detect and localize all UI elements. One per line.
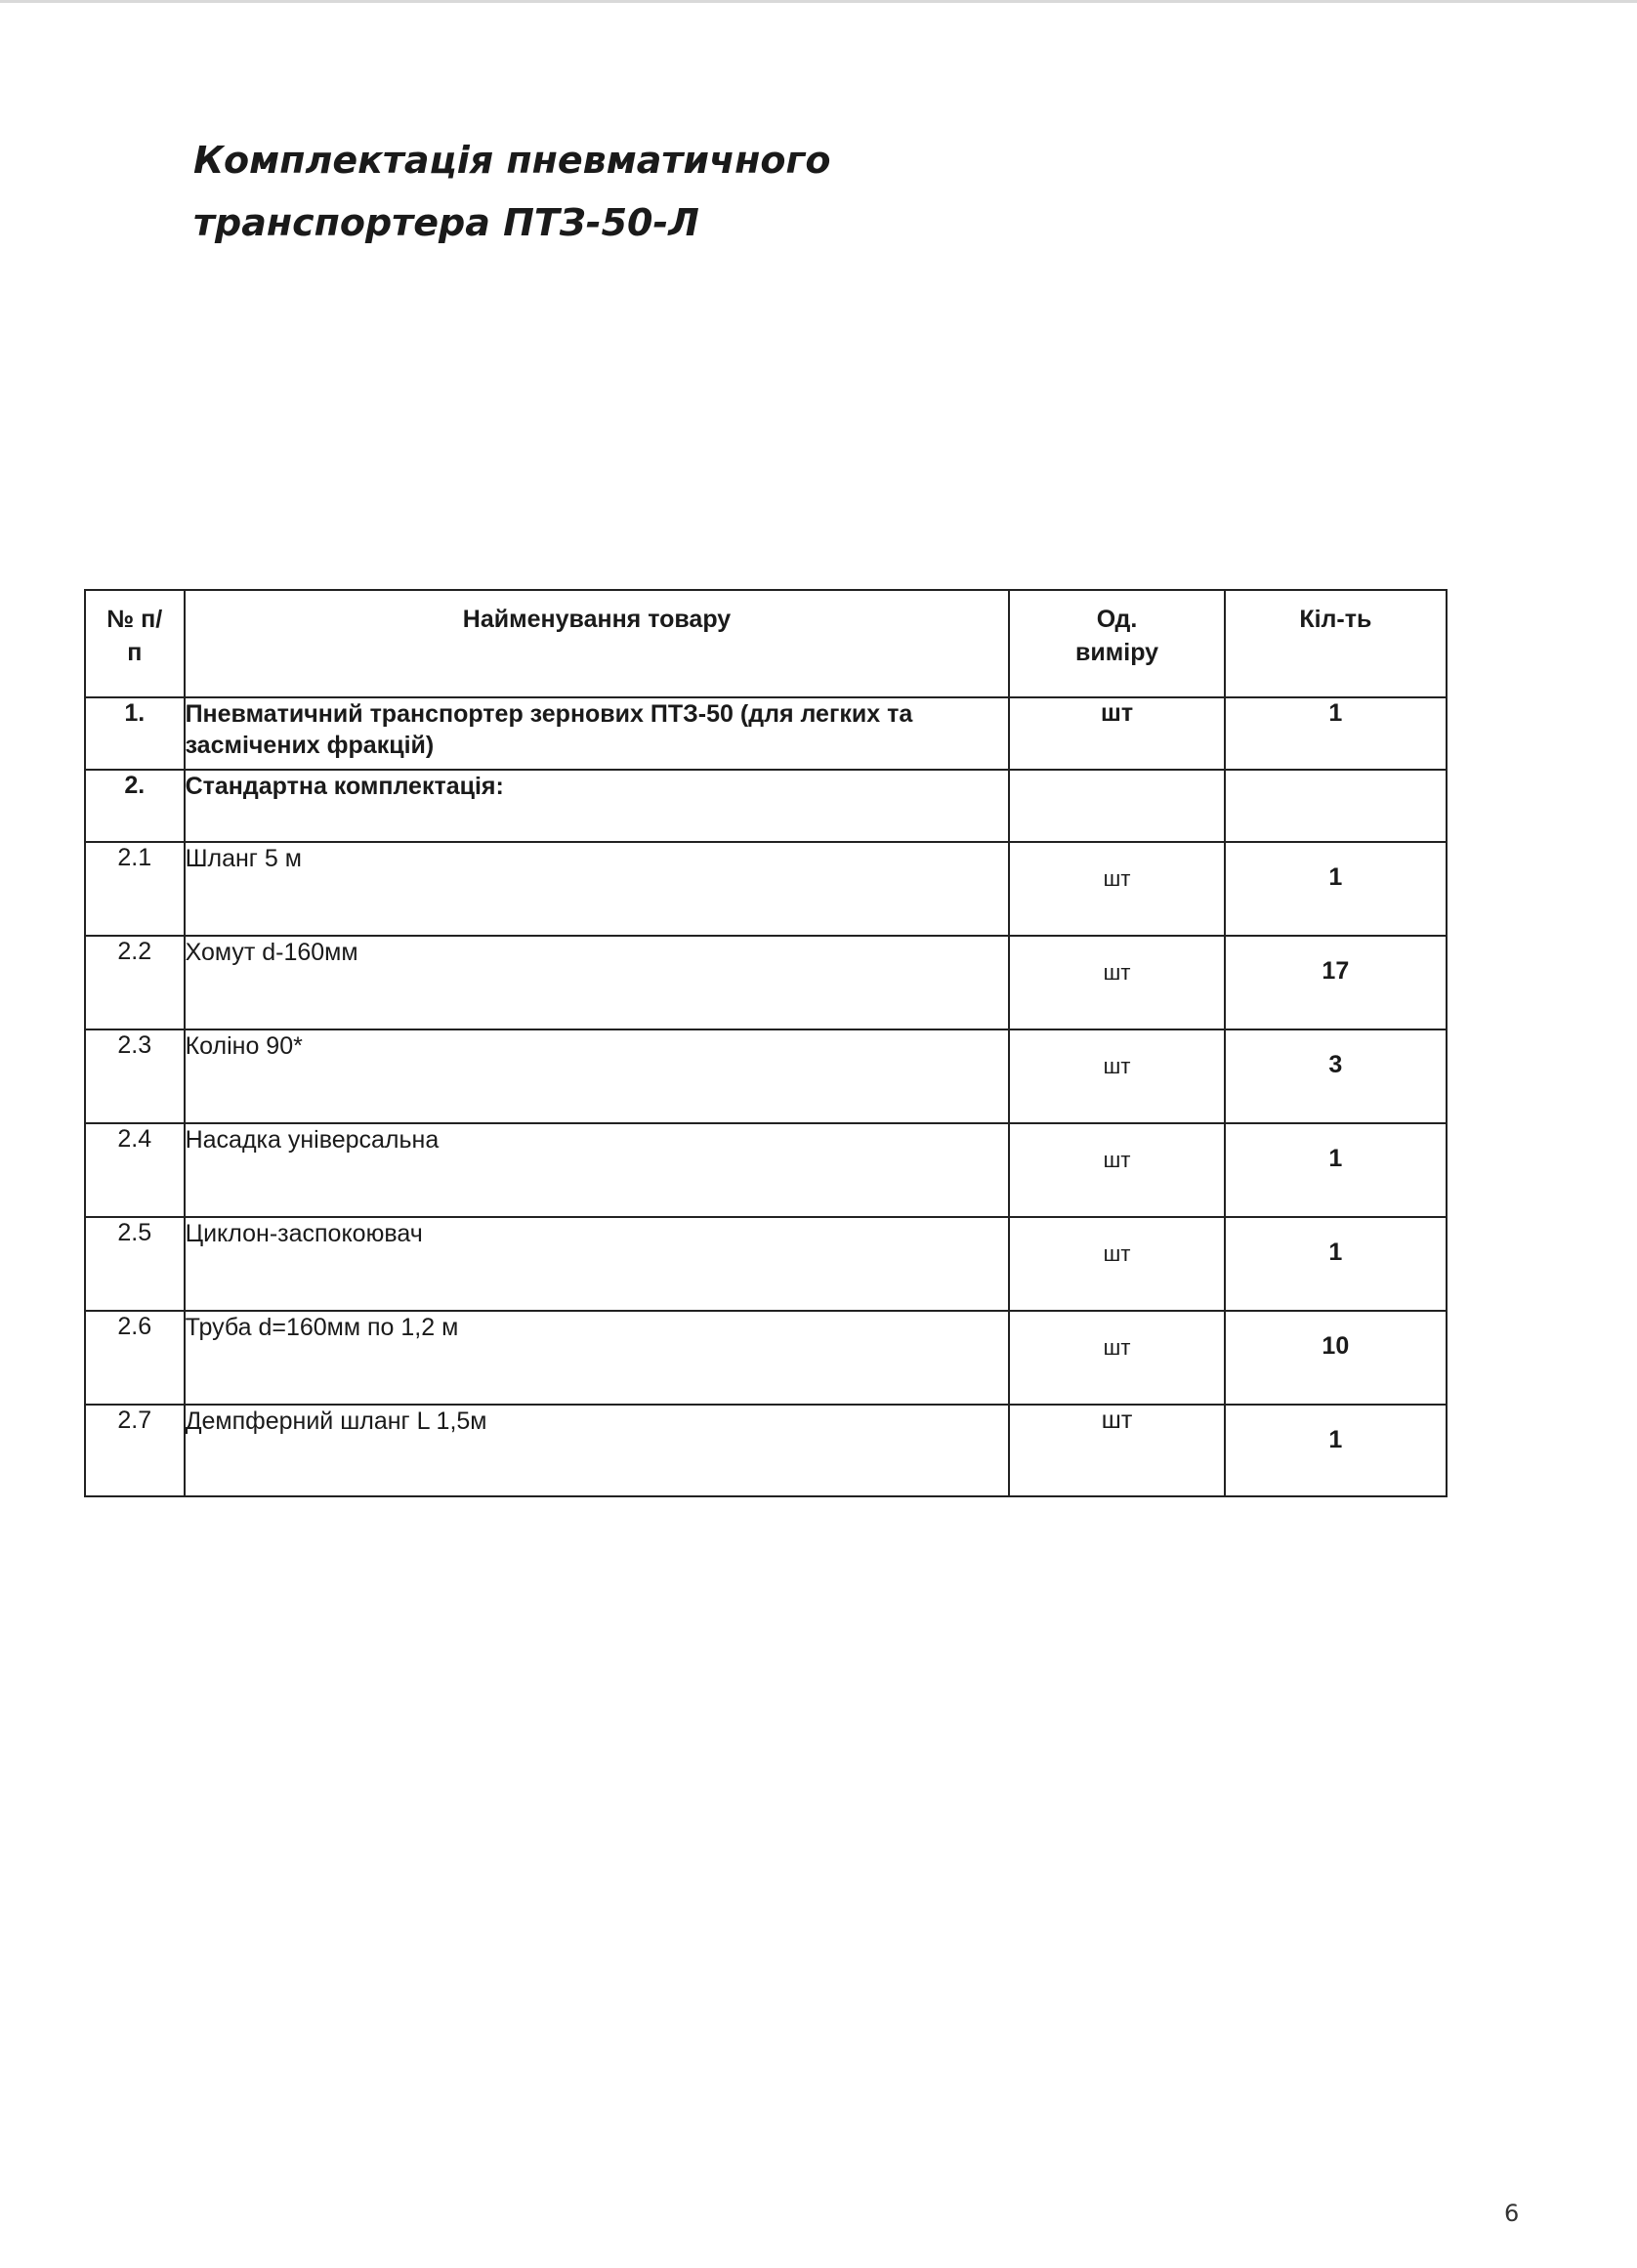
row-num: 1. <box>85 697 185 770</box>
page-number: 6 <box>1504 2200 1520 2227</box>
row-qty: 10 <box>1225 1311 1447 1405</box>
row-unit: шт <box>1009 1123 1224 1217</box>
row-name: Коліно 90* <box>185 1029 1010 1123</box>
row-name: Демпферний шланг L 1,5м <box>185 1405 1010 1496</box>
row-num: 2.7 <box>85 1405 185 1496</box>
table-row <box>85 770 1447 842</box>
table-row <box>85 1311 1447 1405</box>
row-unit: шт <box>1009 697 1224 770</box>
row-qty: 17 <box>1225 936 1447 1029</box>
row-name: Шланг 5 м <box>185 842 1010 936</box>
row-name: Стандартна комплектація: <box>185 770 1010 842</box>
document-title <box>193 129 1072 254</box>
row-num: 2.1 <box>85 842 185 936</box>
row-qty: 3 <box>1225 1029 1447 1123</box>
header-num: № п/п <box>85 590 185 697</box>
row-unit: шт <box>1009 936 1224 1029</box>
header-name: Найменування товару <box>185 590 1010 697</box>
row-unit: шт <box>1009 1405 1224 1496</box>
row-unit: шт <box>1009 1029 1224 1123</box>
row-num: 2.2 <box>85 936 185 1029</box>
row-unit: шт <box>1009 842 1224 936</box>
equipment-table <box>84 589 1448 1497</box>
row-num: 2. <box>85 770 185 842</box>
table-row <box>85 1405 1447 1496</box>
row-name: Труба d=160мм по 1,2 м <box>185 1311 1010 1405</box>
table-row <box>85 936 1447 1029</box>
title-line-1: Комплектація пневматичного <box>193 139 831 182</box>
row-qty: 1 <box>1225 697 1447 770</box>
table-row <box>85 1217 1447 1311</box>
row-num: 2.3 <box>85 1029 185 1123</box>
row-name: Циклон-заспокоювач <box>185 1217 1010 1311</box>
header-qty: Кіл-ть <box>1225 590 1447 697</box>
row-name: Насадка універсальна <box>185 1123 1010 1217</box>
row-qty: 1 <box>1225 842 1447 936</box>
table-row <box>85 1029 1447 1123</box>
row-unit: шт <box>1009 1217 1224 1311</box>
header-unit: Од. виміру <box>1009 590 1224 697</box>
table-row <box>85 697 1447 770</box>
row-qty: 1 <box>1225 1405 1447 1496</box>
row-qty <box>1225 770 1447 842</box>
row-name: Пневматичний транспортер зернових ПТЗ-50 (для легких та засмічених фракцій) <box>185 697 1010 770</box>
row-num: 2.6 <box>85 1311 185 1405</box>
row-qty: 1 <box>1225 1217 1447 1311</box>
row-name: Хомут d-160мм <box>185 936 1010 1029</box>
row-qty: 1 <box>1225 1123 1447 1217</box>
row-unit: шт <box>1009 1311 1224 1405</box>
table-row <box>85 842 1447 936</box>
row-num: 2.5 <box>85 1217 185 1311</box>
row-num: 2.4 <box>85 1123 185 1217</box>
table-header-row <box>85 590 1447 697</box>
table-row <box>85 1123 1447 1217</box>
page-top-edge <box>0 0 1637 3</box>
row-unit <box>1009 770 1224 842</box>
title-line-2: транспортера ПТЗ-50-Л <box>193 201 699 244</box>
